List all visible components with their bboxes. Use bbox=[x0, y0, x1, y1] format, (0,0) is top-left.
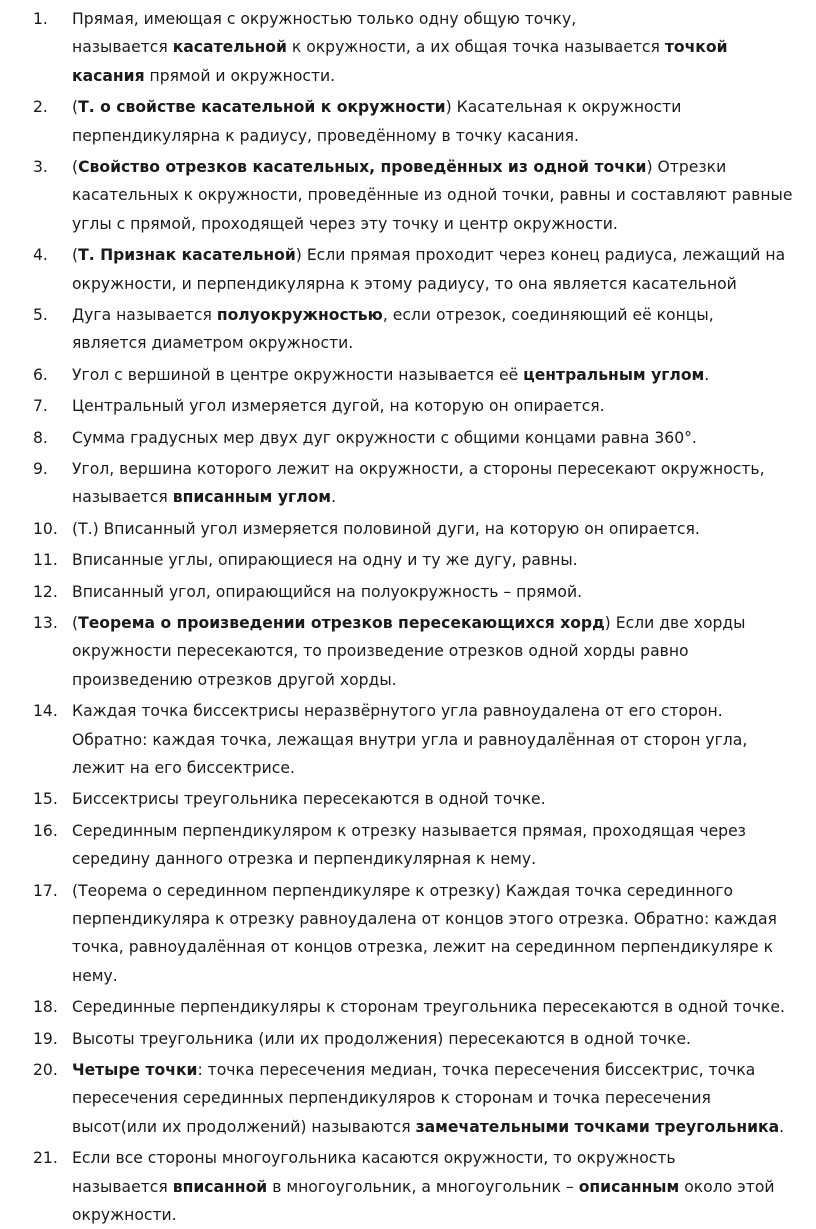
item-text bbox=[72, 361, 816, 389]
bold-term: касания bbox=[72, 66, 145, 85]
text-run: называется bbox=[72, 38, 173, 57]
text-line bbox=[72, 33, 816, 61]
bold-term: Т. Признак касательной bbox=[78, 246, 296, 265]
text-line bbox=[72, 1173, 816, 1201]
text-run: пересечения серединных перпендикуляров к сторонам и точка пересечения bbox=[72, 1089, 711, 1108]
text-line bbox=[72, 62, 816, 90]
text-line bbox=[72, 697, 816, 725]
text-run: Биссектрисы треугольника пересекаются в одной точке. bbox=[72, 790, 546, 809]
item-text bbox=[72, 697, 816, 782]
text-line bbox=[72, 666, 816, 694]
text-line bbox=[72, 845, 816, 873]
text-run: ( bbox=[72, 246, 79, 265]
text-line bbox=[72, 515, 816, 543]
text-line bbox=[72, 210, 816, 238]
text-run: Центральный угол измеряется дугой, на которую он опирается. bbox=[72, 397, 605, 416]
text-line bbox=[72, 877, 816, 905]
text-run: . bbox=[779, 1117, 785, 1136]
text-run: около этой bbox=[679, 1177, 775, 1196]
item-number: 1. bbox=[33, 10, 48, 28]
item-number: 17. bbox=[33, 881, 58, 900]
text-line bbox=[72, 5, 816, 33]
item-number: 10. bbox=[33, 519, 58, 538]
text-run: произведению отрезков другой хорды. bbox=[72, 670, 397, 689]
text-line bbox=[72, 361, 816, 389]
text-line bbox=[72, 933, 816, 961]
text-run: ) Если две хорды bbox=[604, 614, 746, 632]
text-line bbox=[72, 424, 816, 452]
text-run: Прямая, имеющая с окружностью только одну общую точку, bbox=[72, 10, 577, 28]
item-text bbox=[72, 546, 816, 574]
item-number: 14. bbox=[33, 702, 58, 721]
item-text bbox=[72, 817, 816, 874]
text-run: углы с прямой, проходящей через эту точку и центр окружности. bbox=[72, 214, 618, 233]
bold-term: Четыре точки bbox=[72, 1061, 198, 1079]
text-run: окружности. bbox=[72, 1205, 177, 1224]
bold-term: Теорема о произведении отрезков пересекающихся хорд bbox=[78, 614, 605, 632]
item-number: 3. bbox=[33, 158, 48, 176]
item-text bbox=[72, 515, 816, 543]
text-run: ) Отрезки bbox=[646, 158, 727, 176]
text-line bbox=[72, 726, 816, 754]
text-run: Каждая точка биссектрисы неразвёрнутого угла равноудалена от его сторон. bbox=[72, 702, 723, 721]
item-text bbox=[72, 785, 816, 813]
item-text bbox=[72, 578, 816, 606]
text-run: Серединные перпендикуляры к сторонам треугольника пересекаются в одной точке. bbox=[72, 998, 785, 1017]
text-line bbox=[72, 483, 816, 511]
text-line bbox=[72, 578, 816, 606]
text-line bbox=[72, 93, 816, 121]
bold-term: центральным углом bbox=[523, 365, 705, 384]
text-run: Дуга называется bbox=[72, 306, 217, 324]
item-text bbox=[72, 301, 816, 358]
item-number: 18. bbox=[33, 998, 58, 1017]
text-line bbox=[72, 1113, 816, 1141]
text-line bbox=[72, 392, 816, 420]
bold-term: Т. о свойстве касательной к окружности bbox=[78, 98, 446, 117]
item-number: 7. bbox=[33, 397, 48, 416]
item-text bbox=[72, 153, 816, 238]
text-run: Сумма градусных мер двух дуг окружности с общими концами равна 360°. bbox=[72, 428, 697, 447]
text-run: Серединным перпендикуляром к отрезку называется прямая, проходящая через bbox=[72, 821, 746, 840]
text-line bbox=[72, 455, 816, 483]
text-line bbox=[72, 1201, 816, 1229]
text-run: , если отрезок, соединяющий её концы, bbox=[382, 306, 714, 324]
text-line bbox=[72, 1144, 816, 1172]
text-line bbox=[72, 1084, 816, 1112]
text-run: Высоты треугольника (или их продолжения) пересекаются в одной точке. bbox=[72, 1029, 691, 1048]
item-number: 12. bbox=[33, 582, 58, 601]
item-number: 2. bbox=[33, 98, 48, 117]
text-line bbox=[72, 1025, 816, 1053]
item-number: 15. bbox=[33, 790, 58, 809]
text-line bbox=[72, 962, 816, 990]
item-text bbox=[72, 241, 816, 298]
bold-term: точкой bbox=[664, 38, 728, 57]
bold-term: Свойство отрезков касательных, проведённых из одной точки bbox=[78, 158, 647, 176]
text-run: лежит на его биссектрисе. bbox=[72, 758, 295, 777]
item-text bbox=[72, 5, 816, 90]
text-run: называется bbox=[72, 1177, 173, 1196]
text-line bbox=[72, 270, 816, 298]
text-line bbox=[72, 329, 816, 357]
text-run: Угол, вершина которого лежит на окружности, а стороны пересекают окружность, bbox=[72, 460, 765, 478]
text-line bbox=[72, 1056, 816, 1084]
text-line bbox=[72, 637, 816, 665]
item-text bbox=[72, 455, 816, 512]
text-run: ( bbox=[72, 158, 79, 176]
text-run: (Теорема о серединном перпендикуляре к отрезку) Каждая точка серединного bbox=[72, 881, 734, 900]
text-line bbox=[72, 301, 816, 329]
bold-term: описанным bbox=[578, 1177, 680, 1196]
text-line bbox=[72, 905, 816, 933]
text-run: нему. bbox=[72, 966, 118, 985]
text-run: ( bbox=[72, 614, 79, 632]
item-number: 6. bbox=[33, 365, 48, 384]
item-text bbox=[72, 93, 816, 150]
text-run: окружности пересекаются, то произведение отрезков одной хорды равно bbox=[72, 642, 689, 661]
item-number: 20. bbox=[33, 1061, 58, 1079]
bold-term: касательной bbox=[172, 38, 287, 57]
text-run: середину данного отрезка и перпендикулярная к нему. bbox=[72, 850, 537, 869]
text-run: ( bbox=[72, 98, 79, 117]
text-run: . bbox=[331, 488, 337, 507]
item-number: 4. bbox=[33, 246, 48, 265]
text-run: точка, равноудалённая от концов отрезка, лежит на серединном перпендикуляре к bbox=[72, 938, 774, 957]
text-line bbox=[72, 181, 816, 209]
text-run: называется bbox=[72, 488, 173, 507]
text-run: Вписанные углы, опирающиеся на одну и ту же дугу, равны. bbox=[72, 551, 578, 570]
text-run: в многоугольник, а многоугольник – bbox=[267, 1177, 579, 1196]
item-number: 21. bbox=[33, 1149, 58, 1168]
text-run: окружности, и перпендикулярна к этому радиусу, то она является касательной bbox=[72, 274, 737, 293]
text-run: перпендикуляра к отрезку равноудалена от концов этого отрезка. Обратно: каждая bbox=[72, 909, 777, 928]
text-run: : точка пересечения медиан, точка пересечения биссектрис, точка bbox=[197, 1061, 756, 1079]
item-number: 19. bbox=[33, 1029, 58, 1048]
text-run: прямой и окружности. bbox=[144, 66, 336, 85]
text-run: ) Если прямая проходит через конец радиуса, лежащий на bbox=[295, 246, 786, 265]
text-run: Угол с вершиной в центре окружности называется её bbox=[72, 365, 524, 384]
text-run: высот(или их продолжений) называются bbox=[72, 1117, 416, 1136]
text-run: Вписанный угол, опирающийся на полуокружность – прямой. bbox=[72, 582, 583, 601]
text-line bbox=[72, 817, 816, 845]
text-line bbox=[72, 122, 816, 150]
item-number: 11. bbox=[33, 551, 58, 570]
text-line bbox=[72, 785, 816, 813]
item-text bbox=[72, 877, 816, 991]
text-line bbox=[72, 153, 816, 181]
item-number: 13. bbox=[33, 614, 58, 632]
text-line bbox=[72, 993, 816, 1021]
item-number: 8. bbox=[33, 428, 48, 447]
item-number: 16. bbox=[33, 821, 58, 840]
item-text bbox=[72, 424, 816, 452]
bold-term: вписанным углом bbox=[172, 488, 332, 507]
bold-term: вписанной bbox=[172, 1177, 268, 1196]
bold-term: полуокружностью bbox=[216, 306, 383, 324]
text-line bbox=[72, 754, 816, 782]
text-run: касательных к окружности, проведённые из одной точки, равны и составляют равные bbox=[72, 186, 793, 205]
text-run: к окружности, а их общая точка называется bbox=[286, 38, 665, 57]
text-run: ) Касательная к окружности bbox=[445, 98, 682, 117]
text-run: перпендикулярна к радиусу, проведённому в точку касания. bbox=[72, 126, 579, 145]
item-text bbox=[72, 993, 816, 1021]
text-run: Обратно: каждая точка, лежащая внутри угла и равноудалённая от сторон угла, bbox=[72, 730, 748, 749]
text-run: (Т.) Вписанный угол измеряется половиной дуги, на которую он опирается. bbox=[72, 519, 700, 538]
item-text bbox=[72, 1025, 816, 1053]
item-number: 9. bbox=[33, 460, 48, 478]
text-run: является диаметром окружности. bbox=[72, 334, 354, 353]
item-text bbox=[72, 392, 816, 420]
text-run: . bbox=[704, 365, 710, 384]
bold-term: замечательными точками треугольника bbox=[415, 1117, 780, 1136]
text-line bbox=[72, 609, 816, 637]
item-text bbox=[72, 609, 816, 694]
text-line bbox=[72, 241, 816, 269]
item-text bbox=[72, 1144, 816, 1229]
text-run: Если все стороны многоугольника касаются окружности, то окружность bbox=[72, 1149, 676, 1168]
text-line bbox=[72, 546, 816, 574]
item-number: 5. bbox=[33, 306, 48, 324]
item-text bbox=[72, 1056, 816, 1141]
